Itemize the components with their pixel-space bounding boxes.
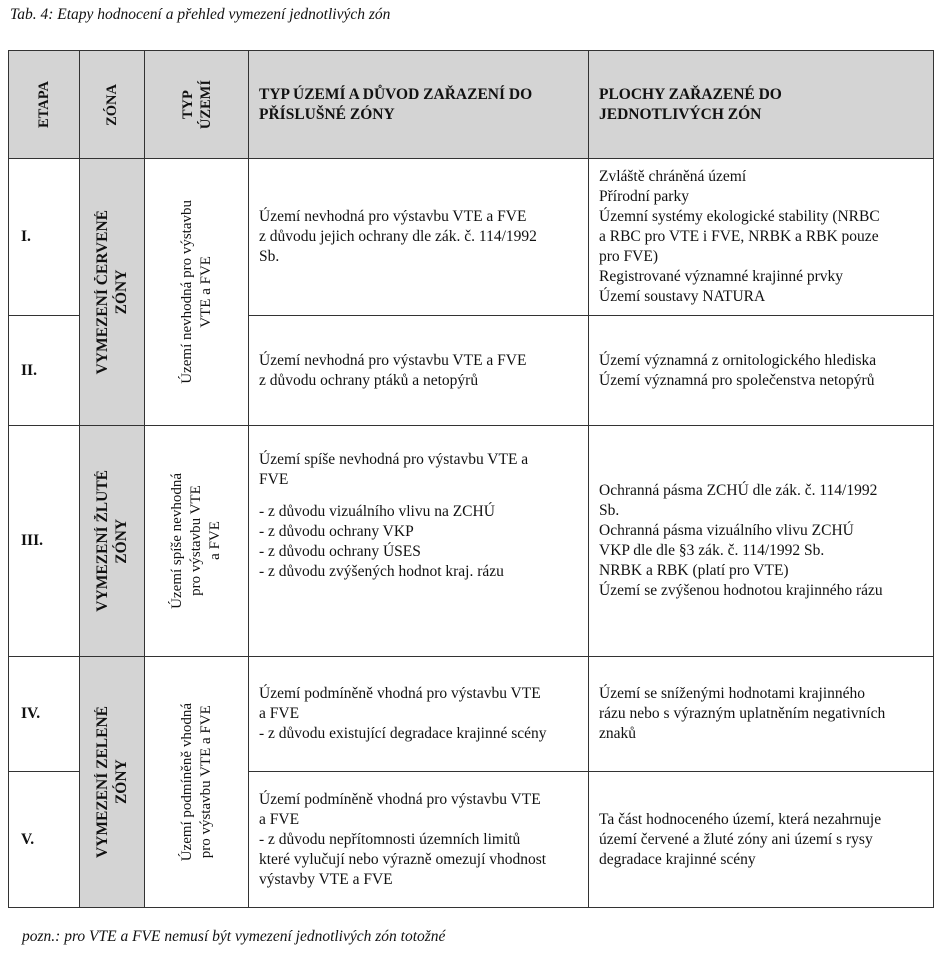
zone-yellow: VYMEZENÍ ŽLUTÉ ZÓNY xyxy=(80,426,145,657)
type-red: Území nevhodná pro výstavbu VTE a FVE xyxy=(145,159,249,426)
etapa-cell: V. xyxy=(9,772,80,908)
plochy-cell: Zvláště chráněná území Přírodní parky Územní systémy ekologické stability (NRBC a RBC pro VTE i FVE, NRBK a RBK pouze pro FVE) Registrované významné krajinné prvky Území soustavy NATURA xyxy=(589,159,934,316)
type-green: Území podmíněně vhodná pro výstavbu VTE a FVE xyxy=(145,657,249,908)
zone-green: VYMEZENÍ ZELENÉ ZÓNY xyxy=(80,657,145,908)
plochy-cell: Území významná z ornitologického hlediska Území významná pro společenstva netopýrů xyxy=(589,316,934,426)
plochy-cell: Území se sníženými hodnotami krajinného rázu nebo s výrazným uplatněním negativních znaků xyxy=(589,657,934,772)
header-zona: ZÓNA xyxy=(80,51,145,159)
plochy-cell: Ochranná pásma ZCHÚ dle zák. č. 114/1992 Sb. Ochranná pásma vizuálního vlivu ZCHÚ VKP dle dle §3 zák. č. 114/1992 Sb. NRBK a RBK (platí pro VTE) Území se zvýšenou hodnotou krajinného rázu xyxy=(589,426,934,657)
type-yellow: Území spíše nevhodná pro výstavbu VTE a FVE xyxy=(145,426,249,657)
header-plochy: PLOCHY ZAŘAZENÉ DO JEDNOTLIVÝCH ZÓN xyxy=(589,51,934,159)
etapa-cell: II. xyxy=(9,316,80,426)
duvod-cell: Území spíše nevhodná pro výstavbu VTE a FVE - z důvodu vizuálního vlivu na ZCHÚ - z důvodu ochrany VKP - z důvodu ochrany ÚSES - z důvodu zvýšených hodnot kraj. rázu xyxy=(249,426,589,657)
table-caption: Tab. 4: Etapy hodnocení a přehled vymezení jednotlivých zón xyxy=(10,6,391,23)
header-row xyxy=(9,51,934,159)
table-row xyxy=(9,657,934,772)
zone-red: VYMEZENÍ ČERVENÉ ZÓNY xyxy=(80,159,145,426)
header-typ-uzemi: TYP ÚZEMÍ xyxy=(145,51,249,159)
etapa-cell: III. xyxy=(9,426,80,657)
duvod-cell: Území podmíněně vhodná pro výstavbu VTE a FVE - z důvodu nepřítomnosti územních limitů které vylučují nebo výrazně omezují vhodnost výstavby VTE a FVE xyxy=(249,772,589,908)
header-etapa: ETAPA xyxy=(9,51,80,159)
table-note: pozn.: pro VTE a FVE nemusí být vymezení jednotlivých zón totožné xyxy=(22,928,446,945)
table-row xyxy=(9,159,934,316)
duvod-cell: Území nevhodná pro výstavbu VTE a FVE z důvodu ochrany ptáků a netopýrů xyxy=(249,316,589,426)
etapa-cell: IV. xyxy=(9,657,80,772)
table-row xyxy=(9,426,934,657)
etapa-cell: I. xyxy=(9,159,80,316)
duvod-cell: Území nevhodná pro výstavbu VTE a FVE z důvodu jejich ochrany dle zák. č. 114/1992 Sb. xyxy=(249,159,589,316)
plochy-cell: Ta část hodnoceného území, která nezahrnuje území červené a žluté zóny ani území s rysy degradace krajinné scény xyxy=(589,772,934,908)
zones-table xyxy=(8,50,934,908)
header-duvod: TYP ÚZEMÍ A DŮVOD ZAŘAZENÍ DO PŘÍSLUŠNÉ ZÓNY xyxy=(249,51,589,159)
duvod-cell: Území podmíněně vhodná pro výstavbu VTE a FVE - z důvodu existující degradace krajinné scény xyxy=(249,657,589,772)
